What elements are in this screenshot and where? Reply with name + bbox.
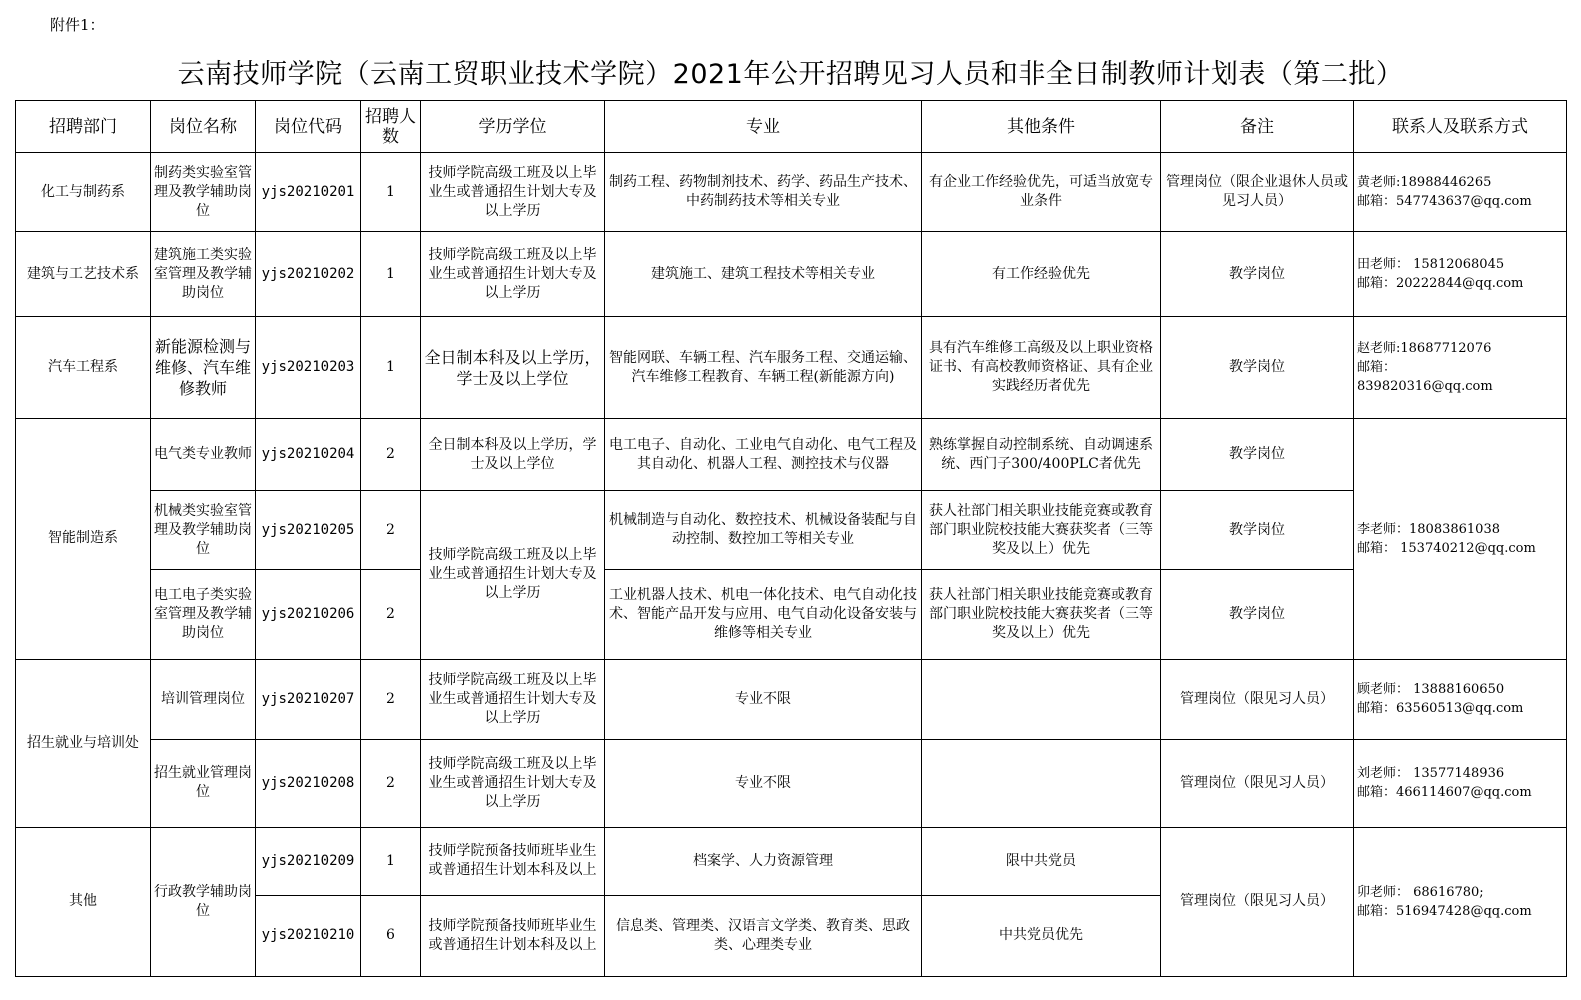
other-cell [922, 659, 1161, 739]
education-cell: 技师学院高级工班及以上毕业生或普通招生计划大专及以上学历 [421, 153, 605, 232]
position-cell: 行政教学辅助岗位 [151, 827, 256, 976]
contact-email: 839820316@qq.com [1357, 379, 1493, 395]
education-cell: 技师学院预备技师班毕业生或普通招生计划本科及以上 [421, 827, 605, 895]
contact-email: 邮箱：466114607@qq.com [1357, 785, 1532, 801]
table-row [16, 491, 1567, 570]
code-cell: yjs20210201 [256, 153, 361, 232]
code-cell: yjs20210203 [256, 317, 361, 419]
major-cell: 电工电子、自动化、工业电气自动化、电气工程及其自动化、机器人工程、测控技术与仪器 [605, 419, 922, 491]
contact-email: 邮箱： [1357, 360, 1397, 376]
count-cell: 6 [361, 895, 421, 976]
major-cell: 专业不限 [605, 659, 922, 739]
position-cell: 制药类实验室管理及教学辅助岗位 [151, 153, 256, 232]
major-cell: 智能网联、车辆工程、汽车服务工程、交通运输、汽车维修工程教育、车辆工程(新能源方向) [605, 317, 922, 419]
remark-cell: 教学岗位 [1161, 419, 1354, 491]
code-cell: yjs20210202 [256, 232, 361, 317]
contact-cell [1354, 659, 1567, 739]
count-cell: 2 [361, 570, 421, 659]
table-row [16, 419, 1567, 491]
code-cell: yjs20210207 [256, 659, 361, 739]
remark-cell: 教学岗位 [1161, 232, 1354, 317]
position-cell: 招生就业管理岗位 [151, 739, 256, 827]
major-cell: 信息类、管理类、汉语言文学类、教育类、思政类、心理类专业 [605, 895, 922, 976]
position-cell: 机械类实验室管理及教学辅助岗位 [151, 491, 256, 570]
contact-email: 邮箱： 153740212@qq.com [1357, 540, 1536, 556]
other-cell: 有企业工作经验优先，可适当放宽专业条件 [922, 153, 1161, 232]
contact-email: 邮箱：516947428@qq.com [1357, 903, 1532, 919]
education-cell: 全日制本科及以上学历，学士及以上学位 [421, 317, 605, 419]
major-cell: 机械制造与自动化、数控技术、机械设备装配与自动控制、数控加工等相关专业 [605, 491, 922, 570]
position-cell: 电气类专业教师 [151, 419, 256, 491]
table-row [16, 659, 1567, 739]
dept-cell: 招生就业与培训处 [16, 659, 151, 827]
header-dept: 招聘部门 [16, 101, 151, 153]
contact-email: 邮箱：547743637@qq.com [1357, 194, 1532, 210]
remark-cell: 管理岗位（限企业退休人员或见习人员） [1161, 153, 1354, 232]
major-cell: 制药工程、药物制剂技术、药学、药品生产技术、中药制药技术等相关专业 [605, 153, 922, 232]
education-cell: 全日制本科及以上学历，学士及以上学位 [421, 419, 605, 491]
other-cell: 具有汽车维修工高级及以上职业资格证书、有高校教师资格证、具有企业实践经历者优先 [922, 317, 1161, 419]
remark-cell: 教学岗位 [1161, 570, 1354, 659]
header-contact: 联系人及联系方式 [1354, 101, 1567, 153]
education-cell: 技师学院高级工班及以上毕业生或普通招生计划大专及以上学历 [421, 659, 605, 739]
count-cell: 1 [361, 827, 421, 895]
table-row [16, 827, 1567, 895]
count-cell: 2 [361, 659, 421, 739]
other-cell: 获人社部门相关职业技能竞赛或教育部门职业院校技能大赛获奖者（三等奖及以上）优先 [922, 491, 1161, 570]
table-row [16, 232, 1567, 317]
dept-cell: 其他 [16, 827, 151, 976]
other-cell: 有工作经验优先 [922, 232, 1161, 317]
contact-cell [1354, 153, 1567, 232]
code-cell: yjs20210206 [256, 570, 361, 659]
code-cell: yjs20210209 [256, 827, 361, 895]
position-cell: 培训管理岗位 [151, 659, 256, 739]
education-cell: 技师学院预备技师班毕业生或普通招生计划本科及以上 [421, 895, 605, 976]
dept-cell: 化工与制药系 [16, 153, 151, 232]
other-cell: 限中共党员 [922, 827, 1161, 895]
contact-name: 刘老师： 13577148936 [1357, 766, 1505, 782]
remark-cell: 教学岗位 [1161, 317, 1354, 419]
major-cell: 工业机器人技术、机电一体化技术、电气自动化技术、智能产品开发与应用、电气自动化设备安装与维修等相关专业 [605, 570, 922, 659]
position-cell: 新能源检测与维修、汽车维修教师 [151, 317, 256, 419]
contact-name: 卯老师： 68616780; [1357, 884, 1484, 900]
contact-name: 顾老师： 13888160650 [1357, 682, 1505, 698]
table-row [16, 739, 1567, 827]
dept-cell: 智能制造系 [16, 419, 151, 659]
education-cell: 技师学院高级工班及以上毕业生或普通招生计划大专及以上学历 [421, 491, 605, 659]
count-cell: 2 [361, 419, 421, 491]
education-cell: 技师学院高级工班及以上毕业生或普通招生计划大专及以上学历 [421, 739, 605, 827]
page-title: 云南技师学院（云南工贸职业技术学院）2021年公开招聘见习人员和非全日制教师计划表（第二批） [177, 59, 1404, 90]
contact-cell [1354, 232, 1567, 317]
contact-cell [1354, 419, 1567, 659]
major-cell: 档案学、人力资源管理 [605, 827, 922, 895]
count-cell: 1 [361, 153, 421, 232]
header-code: 岗位代码 [256, 101, 361, 153]
count-cell: 2 [361, 491, 421, 570]
remark-cell: 管理岗位（限见习人员） [1161, 827, 1354, 976]
major-cell: 专业不限 [605, 739, 922, 827]
other-cell: 中共党员优先 [922, 895, 1161, 976]
contact-name: 田老师： 15812068045 [1357, 257, 1505, 273]
dept-cell: 汽车工程系 [16, 317, 151, 419]
annex-label: 附件1： [50, 16, 105, 34]
major-cell: 建筑施工、建筑工程技术等相关专业 [605, 232, 922, 317]
other-cell [922, 739, 1161, 827]
contact-email: 邮箱：20222844@qq.com [1357, 276, 1524, 292]
contact-cell [1354, 739, 1567, 827]
position-cell: 建筑施工类实验室管理及教学辅助岗位 [151, 232, 256, 317]
header-major: 专业 [605, 101, 922, 153]
remark-cell: 管理岗位（限见习人员） [1161, 739, 1354, 827]
table-row [16, 317, 1567, 419]
dept-cell: 建筑与工艺技术系 [16, 232, 151, 317]
code-cell: yjs20210208 [256, 739, 361, 827]
header-other: 其他条件 [922, 101, 1161, 153]
contact-cell [1354, 317, 1567, 419]
position-cell: 电工电子类实验室管理及教学辅助岗位 [151, 570, 256, 659]
contact-cell [1354, 827, 1567, 976]
other-cell: 获人社部门相关职业技能竞赛或教育部门职业院校技能大赛获奖者（三等奖及以上）优先 [922, 570, 1161, 659]
contact-name: 李老师：18083861038 [1357, 521, 1500, 537]
table-row [16, 153, 1567, 232]
contact-name: 赵老师:18687712076 [1357, 341, 1492, 357]
header-position: 岗位名称 [151, 101, 256, 153]
education-cell: 技师学院高级工班及以上毕业生或普通招生计划大专及以上学历 [421, 232, 605, 317]
count-cell: 1 [361, 317, 421, 419]
header-remark: 备注 [1161, 101, 1354, 153]
remark-cell: 教学岗位 [1161, 491, 1354, 570]
contact-email: 邮箱：63560513@qq.com [1357, 701, 1524, 717]
header-count: 招聘人数 [361, 101, 421, 153]
code-cell: yjs20210205 [256, 491, 361, 570]
contact-name: 黄老师:18988446265 [1357, 175, 1492, 191]
remark-cell: 管理岗位（限见习人员） [1161, 659, 1354, 739]
code-cell: yjs20210210 [256, 895, 361, 976]
count-cell: 1 [361, 232, 421, 317]
count-cell: 2 [361, 739, 421, 827]
code-cell: yjs20210204 [256, 419, 361, 491]
header-row [16, 101, 1567, 153]
table-row [16, 570, 1567, 659]
header-education: 学历学位 [421, 101, 605, 153]
recruitment-plan-table [15, 100, 1567, 977]
other-cell: 熟练掌握自动控制系统、自动调速系统、西门子300/400PLC者优先 [922, 419, 1161, 491]
